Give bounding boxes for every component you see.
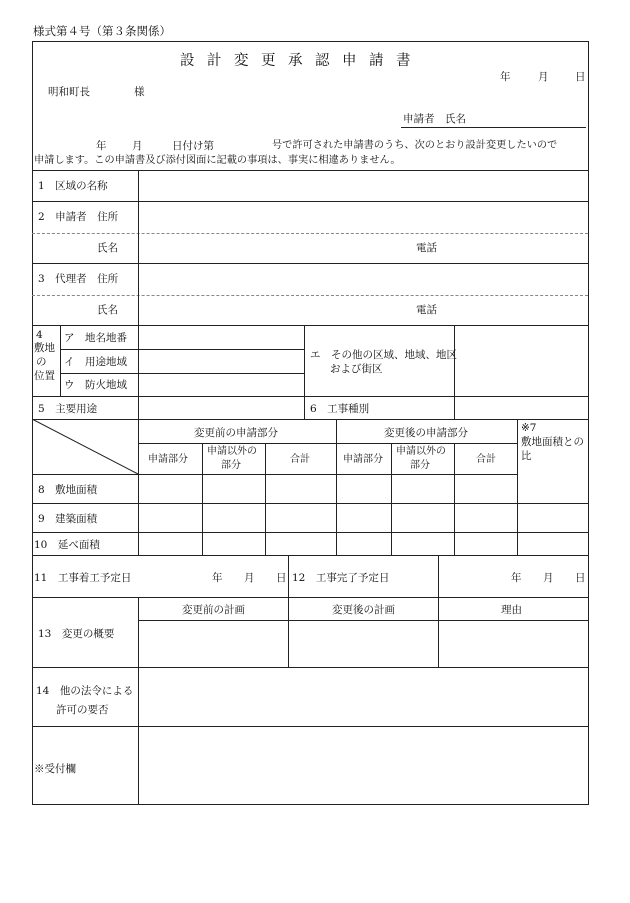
header-ratio-2: 敷地面積との — [521, 436, 584, 448]
date-year: 年 — [500, 71, 511, 83]
start-year: 年 — [212, 572, 223, 584]
label-reception: ※受付欄 — [34, 763, 76, 775]
start-month: 月 — [244, 572, 255, 584]
col-after-start — [336, 419, 337, 555]
col-after-total — [454, 443, 455, 555]
row-building-area: 9 建築面積 — [38, 513, 98, 525]
label-end-date: 12 工事完了予定日 — [292, 572, 390, 584]
header-ratio-3: 比 — [521, 450, 532, 462]
sub-after-other-1: 申請以外の — [396, 446, 446, 457]
rule-after-11 — [32, 597, 588, 598]
end-day: 日 — [575, 572, 586, 584]
rule-row-8 — [32, 503, 588, 504]
addressee: 明和町長 — [48, 86, 90, 98]
label-main-use: 5 主要用途 — [38, 403, 98, 415]
label-applicant-phone: 電話 — [416, 242, 437, 254]
label-agent-phone: 電話 — [416, 304, 437, 316]
addressee-honorific: 様 — [134, 86, 145, 98]
end-month: 月 — [543, 572, 554, 584]
start-day: 日 — [276, 572, 287, 584]
rule-after-1 — [32, 201, 588, 202]
label-applicant-address: 2 申請者 住所 — [38, 211, 119, 223]
col-use-divider — [138, 396, 139, 419]
col-site-e-value — [454, 325, 455, 419]
label-site-num: 4 — [36, 329, 43, 341]
sub-before-total: 合計 — [290, 454, 310, 465]
label-site-e-1: エ その他の区域、地域、地区 — [310, 349, 457, 361]
frame-bottom — [32, 804, 588, 805]
row-floor-area: 10 延べ面積 — [34, 539, 100, 551]
date-month: 月 — [538, 71, 549, 83]
col-site-head — [60, 325, 61, 396]
col-label-divider — [138, 170, 139, 326]
end-year: 年 — [511, 572, 522, 584]
label-change-summary: 13 変更の概要 — [38, 628, 115, 640]
col-summary-reason — [438, 597, 439, 667]
rule-table-top — [32, 170, 588, 171]
col-site-value — [138, 325, 139, 396]
form-header: 様式第４号（第３条関係） — [33, 24, 171, 38]
rule-after-13 — [32, 667, 588, 668]
body-text-1: 号で許可された申請書のうち、次のとおり設計変更したいので — [272, 140, 558, 151]
body-month: 月 — [132, 140, 143, 152]
sub-before-applied: 申請部分 — [148, 454, 188, 465]
sub-after-total: 合計 — [476, 454, 496, 465]
label-area-name: 1 区域の名称 — [38, 180, 108, 192]
header-reason: 理由 — [501, 604, 522, 616]
col-before-other — [202, 443, 203, 555]
body-text-2: 申請します。この申請書及び添付図面に記載の事項は、事実に相違ありません。 — [34, 155, 401, 166]
rule-after-14 — [32, 726, 588, 727]
rule-row-9 — [32, 532, 588, 533]
rule-site-a — [60, 349, 304, 350]
rule-site-i — [60, 373, 304, 374]
label-agent-address: 3 代理者 住所 — [38, 273, 119, 285]
rule-row-10 — [32, 555, 588, 556]
rule-summary-head — [138, 620, 588, 621]
sub-after-other-2: 部分 — [410, 460, 430, 471]
col-summary-after — [288, 597, 289, 667]
header-before: 変更前の申請部分 — [194, 427, 278, 439]
label-site-3: 位置 — [34, 370, 55, 382]
label-site-u: ウ 防火地域 — [64, 379, 127, 391]
label-agent-name: 氏名 — [97, 304, 118, 316]
label-site-e-2: および街区 — [330, 363, 383, 375]
col-lower-label — [138, 597, 139, 804]
rule-agent-mid — [32, 295, 588, 296]
form-title: 設計変更承認申請書 — [180, 53, 423, 69]
label-applicant-name: 氏名 — [97, 242, 118, 254]
body-day-no: 日付け第 — [172, 140, 214, 152]
col-schedule-mid — [288, 555, 289, 597]
row-site-area: 8 敷地面積 — [38, 484, 98, 496]
sub-after-applied: 申請部分 — [343, 454, 383, 465]
header-ratio-1: ※7 — [521, 422, 537, 434]
header-diagonal — [32, 419, 139, 475]
col-ratio — [517, 419, 518, 555]
label-work-type: 6 工事種別 — [310, 403, 370, 415]
label-site-1: 敷地 — [34, 342, 55, 354]
rule-applicant-mid — [32, 233, 588, 234]
label-permit-2: 許可の要否 — [56, 704, 109, 716]
applicant-sign-underline — [401, 127, 586, 128]
rule-subheader — [138, 443, 517, 444]
col-schedule-end — [438, 555, 439, 597]
label-site-a: ア 地名地番 — [64, 332, 127, 344]
sub-before-other-2: 部分 — [221, 460, 241, 471]
sub-before-other-1: 申請以外の — [207, 446, 257, 457]
frame-top — [32, 41, 588, 42]
col-after-other — [391, 443, 392, 555]
rule-after-2 — [32, 263, 588, 264]
rule-after-3 — [32, 325, 588, 326]
header-after: 変更後の申請部分 — [384, 427, 468, 439]
frame-right — [588, 41, 589, 805]
date-day: 日 — [575, 71, 586, 83]
header-after-plan: 変更後の計画 — [332, 604, 395, 616]
header-before-plan: 変更前の計画 — [182, 604, 245, 616]
applicant-sign-label: 申請者 氏名 — [403, 113, 466, 125]
rule-after-4 — [32, 396, 588, 397]
label-start-date: 11 工事着工予定日 — [34, 572, 132, 584]
label-permit-1: 14 他の法令による — [36, 685, 134, 697]
col-site-mid — [304, 325, 305, 419]
label-site-2: の — [36, 356, 47, 368]
label-site-i: イ 用途地域 — [64, 356, 127, 368]
body-year: 年 — [96, 140, 107, 152]
col-before-total — [265, 443, 266, 555]
